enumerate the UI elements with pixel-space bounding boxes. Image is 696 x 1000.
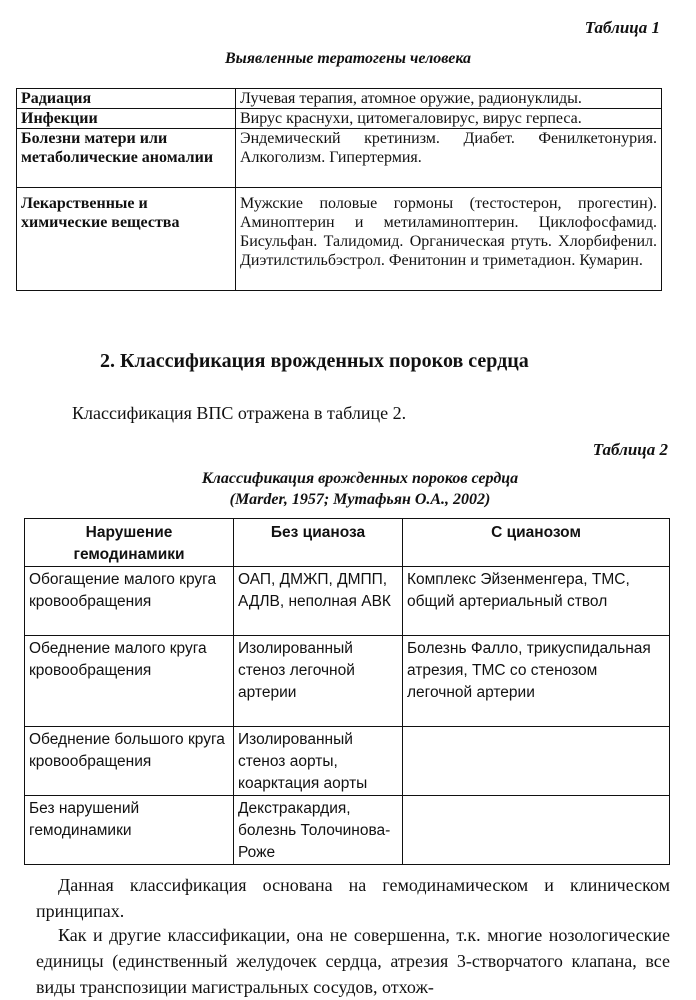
column-header: С цианозом [403,519,670,567]
table-cell: Болезнь Фалло, трикуспидальная атрезия, ТМС со стенозом легочной артерии [403,636,670,727]
table-cell-value: Эндемический кретинизм. Диабет. Фенилкетонурия. Алкоголизм. Гипертермия. [236,129,662,188]
table-row [17,188,662,291]
table-cell: Обеднение большого круга кровообращения [25,727,234,796]
table2-caption-line2: (Marder, 1957; Мутафьян О.А., 2002) [229,491,491,508]
table1-caption: Выявленные тератогены человека [224,50,472,67]
paragraph: Данная классификация основана на гемодинамическом и клиническом принципах. [36,875,670,921]
table2-caption-line1: Классификация врожденных пороков сердца [201,470,519,487]
column-header: Без цианоза [234,519,403,567]
table-row [25,567,670,636]
table2-number: Таблица 2 [592,440,668,459]
table-cell: Без нарушений гемодинамики [25,796,234,865]
section-heading: 2. Классификация врожденных пороков сердца [100,350,529,372]
table-cell: Декстракардия, болезнь Толочинова-Роже [234,796,403,865]
chd-classification-table [24,518,670,865]
table-row [25,636,670,727]
table-cell [403,796,670,865]
table-row [17,109,662,129]
teratogens-table [16,88,662,291]
section-intro: Классификация ВПС отражена в таблице 2. [72,403,407,423]
table-cell-key: Болезни матери или метаболические аномалии [17,129,236,188]
table-header-row [25,519,670,567]
table-cell: Обеднение малого круга кровообращения [25,636,234,727]
table-cell: ОАП, ДМЖП, ДМПП, АДЛВ, неполная АВК [234,567,403,636]
table-row [25,796,670,865]
table-cell-value: Вирус краснухи, цитомегаловирус, вирус герпеса. [236,109,662,129]
table-cell-value: Мужские половые гормоны (тестостерон, прогестин). Аминоптерин и метиламиноптерин. Циклофосфамид. Бисульфан. Талидомид. Органическая ртуть. Хлорбифенил. Диэтилстильбэстрол. Фенитонин и триметадион. Кумарин. [236,188,662,291]
table-cell-key: Радиация [17,89,236,109]
table-cell: Изолированный стеноз легочной артерии [234,636,403,727]
table-cell-value: Лучевая терапия, атомное оружие, радионуклиды. [236,89,662,109]
table-cell [403,727,670,796]
table-cell: Обогащение малого круга кровообращения [25,567,234,636]
column-header: Нарушение гемодинамики [25,519,234,567]
table-cell: Изолированный стеноз аорты, коарктация аорты [234,727,403,796]
table-cell: Комплекс Эйзенменгера, ТМС, общий артериальный ствол [403,567,670,636]
table1-number: Таблица 1 [584,18,660,37]
paragraph: Как и другие классификации, она не совершенна, т.к. многие нозологические единицы (единственный желудочек сердца, атрезия 3-створчатого клапана, все виды транспозиции магистральных сосудов, отхож- [36,925,670,997]
table-row [17,129,662,188]
table-row [25,727,670,796]
table-cell-key: Лекарственные и химические вещества [17,188,236,291]
table-cell-key: Инфекции [17,109,236,129]
table-row [17,89,662,109]
